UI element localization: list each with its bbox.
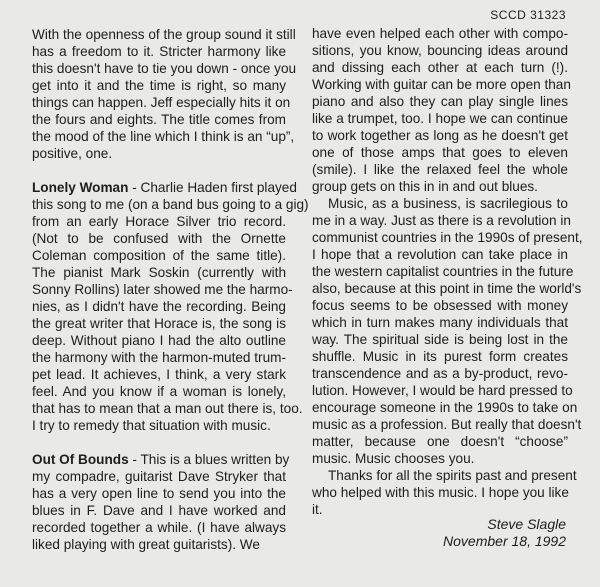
text-line: (smile). I like the relaxed feel the whole (312, 162, 568, 177)
text-line: who helped with this music. I hope you like (312, 485, 569, 500)
text-line: nies, as I didn't have the recording. Being (32, 299, 286, 314)
right-column (312, 25, 583, 518)
text-line: this doesn't have to tie you down - once you (32, 61, 297, 76)
text-line: blues in F. Dave and I have worked and (32, 503, 286, 518)
catalog-number: SCCD 31323 (490, 8, 566, 22)
text-line: matter, because one doesn't “choose” (312, 434, 568, 449)
text-line: shuffle. Music in its purest form creates (312, 349, 568, 364)
text-line: sitions, you know, bouncing ideas around (312, 43, 568, 58)
text-line: encourage someone in the 1990s to take on (312, 400, 578, 415)
paragraph-music-business (312, 195, 583, 467)
text-line: I try to remedy that situation with music. (32, 418, 271, 433)
text-line: Coleman composition of the same title). (32, 248, 286, 263)
text-line: that has to mean that a man out there is, too. (32, 401, 303, 416)
text-line: I hope that a revolution can take place in (312, 247, 568, 262)
text-line: the western capitalist countries in the future (312, 264, 574, 279)
text-line: pet lead. It achieves, I think, a very stark (32, 367, 286, 382)
text-line: have even helped each other with compo- (312, 26, 568, 41)
paragraph-out-of-bounds (32, 451, 290, 553)
text-line: my compadre, guitarist Dave Stryker that (32, 469, 286, 484)
track-title-lonely-woman: Lonely Woman (32, 180, 129, 195)
text-line: the mood of the line which I think is an “up”, (32, 129, 295, 144)
text-line: the fours and eights. The title comes from (32, 112, 286, 127)
text-line: liked playing with great guitarists). We (32, 537, 260, 552)
text-line: me in a way. Just as there is a revolution in (312, 213, 571, 228)
text-line: which in turn makes many individuals that (312, 315, 568, 330)
text-line: focus seems to be obsessed with money (312, 298, 568, 313)
text-line: deep. Without piano I had the alto outline (32, 333, 286, 348)
text-line: from an early Horace Silver trio record. (32, 214, 286, 229)
paragraph-lonely-woman (32, 179, 309, 434)
paragraph-intro (32, 26, 297, 162)
text-line: it. (312, 502, 323, 517)
text-line: like a trumpet, too. I hope we can continue (312, 111, 568, 126)
text-line: The pianist Mark Soskin (currently with (32, 265, 286, 280)
text-line: Music, as a business, is sacrilegious to (328, 196, 568, 211)
text-line: feel. And you know if a woman is lonely, (32, 384, 286, 399)
text-line: to work together as long as he doesn't get (312, 128, 568, 143)
text-fragment: - Charlie Haden first played (128, 180, 297, 195)
text-line: (Not to be confused with the Ornette (32, 231, 286, 246)
text-line: the great writer that Horace is, the song is (32, 316, 286, 331)
text-fragment: - This is a blues written by (128, 452, 290, 467)
text-line: this song to me (on a band bus going to a gig) (32, 197, 309, 212)
text-line: get into it and the time is right, so many (32, 78, 286, 93)
text-line: has a very open line to send you into the (32, 486, 286, 501)
text-line: and dissing each other at each turn (!). (312, 60, 568, 75)
text-line: lution. However, I would be hard pressed to (312, 383, 573, 398)
text-line: music as a profession. But really that doesn't (312, 417, 582, 432)
text-line: way. The spiritual side is being lost in the (312, 332, 568, 347)
text-line (32, 179, 297, 196)
text-line: also, because at this point in time the world's (312, 281, 582, 296)
text-line: transcendence and as a by-product, revo- (312, 366, 568, 381)
text-line: group gets on this in in and out blues. (312, 179, 538, 194)
text-line: music. Music chooses you. (312, 451, 475, 466)
signature (443, 516, 566, 550)
signature-name: Steve Slagle (487, 516, 566, 532)
text-line: the harmony with the harmon-muted trum- (32, 350, 286, 365)
text-line: things can happen. Jeff especially hits it on (32, 95, 291, 110)
paragraph-guitar (312, 25, 571, 195)
text-line: Sonny Rollins) later showed me the harmo- (32, 282, 293, 297)
left-column (32, 26, 309, 570)
text-line: recorded together a while. (I have always (32, 520, 286, 535)
text-line: one of those amps that goes to eleven (312, 145, 568, 160)
text-line: Working with guitar can be more open than (312, 77, 571, 92)
paragraph-thanks (312, 467, 577, 518)
text-line: With the openness of the group sound it still (32, 27, 296, 42)
text-line (32, 451, 290, 468)
text-line: Thanks for all the spirits past and present (328, 468, 577, 483)
text-line: has a freedom to it. Stricter harmony like (32, 44, 286, 59)
text-line: positive, one. (32, 146, 113, 161)
track-title-out-of-bounds: Out Of Bounds (32, 452, 129, 467)
signature-date: November 18, 1992 (443, 533, 566, 549)
text-line: piano and also they can play single lines (312, 94, 568, 109)
text-line: communist countries in the 1990s of present, (312, 230, 583, 245)
